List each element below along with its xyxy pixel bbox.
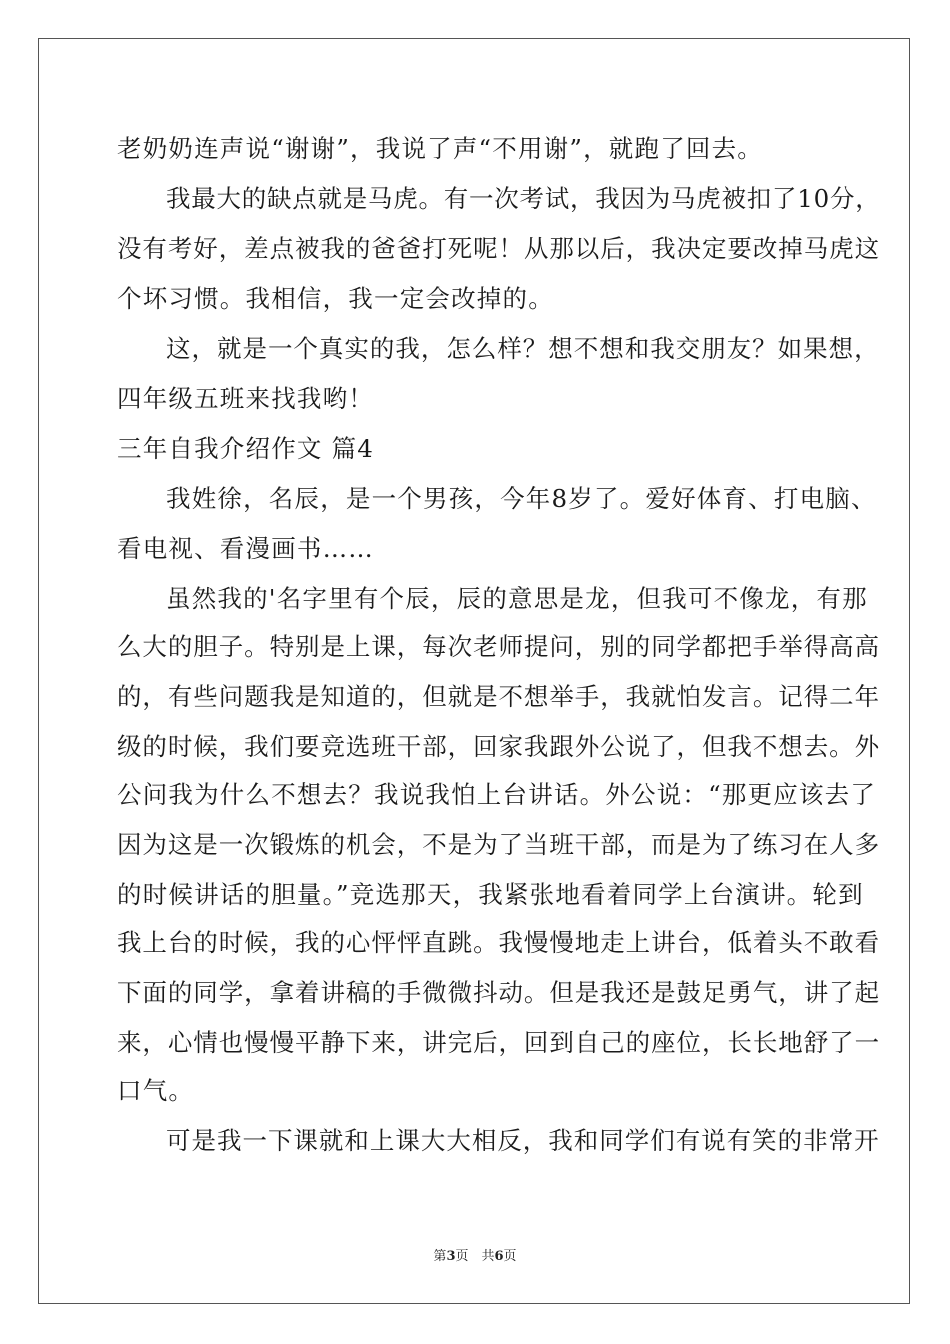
section-heading: 三年自我介绍作文 篇4 [117,434,375,463]
text-line: 我最大的缺点就是马虎。有一次考试，我因为马虎被扣了10分， [166,184,881,213]
text-line: 虽然我的'名字里有个辰，辰的意思是龙，但我可不像龙，有那 [166,584,868,613]
text-line: 可是我一下课就和上课大大相反，我和同学们有说有笑的非常开 [166,1126,880,1155]
text-line: 我姓徐，名辰，是一个男孩，今年8岁了。爱好体育、打电脑、 [166,484,877,513]
text-line: 来，心情也慢慢平静下来，讲完后，回到自己的座位，长长地舒了一 [117,1028,880,1057]
text-line: 口气。 [117,1076,195,1105]
text-line: 么大的胆子。特别是上课，每次老师提问，别的同学都把手举得高高 [117,632,880,661]
text-line: 看电视、看漫画书…… [117,534,374,563]
footer-suffix: 页 [503,1249,517,1264]
text-line: 这，就是一个真实的我，怎么样？想不想和我交朋友？如果想， [166,334,880,363]
text-line: 个坏习惯。我相信，我一定会改掉的。 [117,284,554,313]
footer-mid: 页 共 [455,1249,495,1264]
page-footer [0,1245,950,1264]
text-line: 老奶奶连声说“谢谢”，我说了声“不用谢”，就跑了回去。 [117,134,763,163]
page-border [38,38,910,1304]
text-line: 的时候讲话的胆量。”竞选那天，我紧张地看着同学上台演讲。轮到 [117,880,864,909]
text-line: 下面的同学，拿着讲稿的手微微抖动。但是我还是鼓足勇气，讲了起 [117,978,880,1007]
text-line: 没有考好，差点被我的爸爸打死呢！从那以后，我决定要改掉马虎这 [117,234,880,263]
total-pages-number: 6 [494,1249,504,1264]
text-line: 公问我为什么不想去？我说我怕上台讲话。外公说：“那更应该去了 [117,780,877,809]
text-line: 我上台的时候，我的心怦怦直跳。我慢慢地走上讲台，低着头不敢看 [117,928,880,957]
current-page-number: 3 [446,1249,456,1264]
text-line: 级的时候，我们要竞选班干部，回家我跟外公说了，但我不想去。外 [117,732,880,761]
text-line: 四年级五班来找我哟！ [117,384,374,413]
text-line: 因为这是一次锻炼的机会，不是为了当班干部，而是为了练习在人多 [117,830,880,859]
text-line: 的，有些问题我是知道的，但就是不想举手，我就怕发言。记得二年 [117,682,880,711]
footer-prefix: 第 [433,1249,447,1264]
